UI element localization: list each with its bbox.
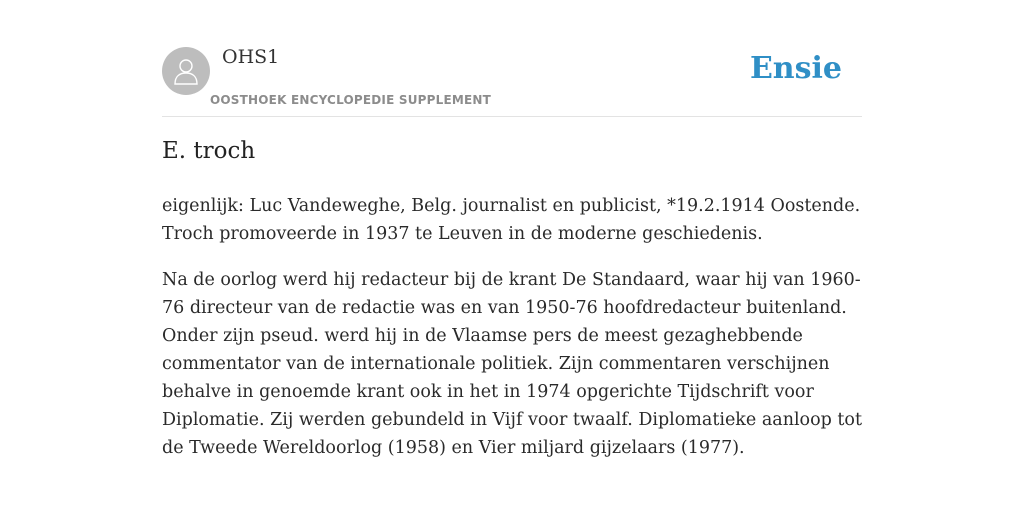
- source-name: OOSTHOEK ENCYCLOPEDIE SUPPLEMENT: [210, 93, 492, 107]
- user-icon: [173, 57, 199, 85]
- entry-title: E. troch: [162, 138, 256, 164]
- entry-paragraph: Na de oorlog werd hij redacteur bij de krant De Standaard, waar hij van 1960-76 directeur van de redactie was en van 1950-76 hoofdredacteur buitenland. Onder zijn pseud. werd hij in de Vlaamse pers de meest gezaghebbende commentator van de internationale politiek. Zijn commentaren verschijnen behalve in genoemde krant ook in het in 1974 opgerichte Tijdschrift voor Diplomatie. Zij werden gebundeld in Vijf voor twaalf. Diplomatieke aanloop tot de Tweede Wereldoorlog (1958) en Vier miljard gijzelaars (1977).: [162, 270, 862, 458]
- source-avatar[interactable]: [162, 47, 210, 95]
- entry-body: [162, 192, 862, 480]
- source-code-link[interactable]: OHS1: [222, 46, 280, 68]
- brand-logo[interactable]: Ensie: [749, 51, 842, 86]
- entry-paragraph: eigenlijk: Luc Vandeweghe, Belg. journalist en publicist, *19.2.1914 Oostende. Troch promoveerde in 1937 te Leuven in de moderne geschiedenis.: [162, 196, 861, 244]
- source-header: [162, 46, 862, 117]
